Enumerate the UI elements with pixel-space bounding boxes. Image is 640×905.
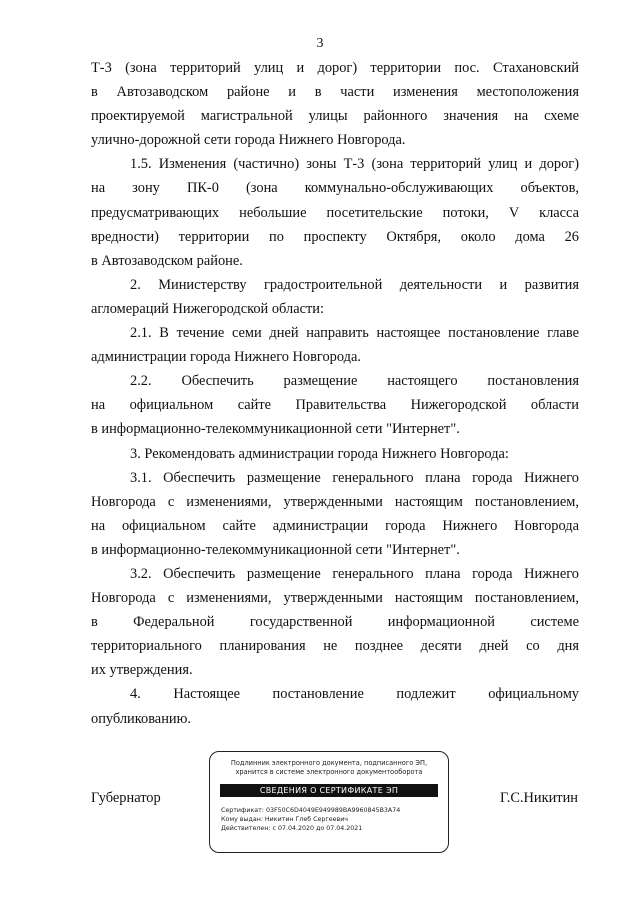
stamp-note xyxy=(210,759,448,777)
text-line: 3. Рекомендовать администрации города Нижнего Новгорода: xyxy=(130,445,509,462)
text-line: Новгорода с изменениями, утвержденными настоящим постановлением, xyxy=(91,493,579,510)
text-line: 2.2. Обеспечить размещение настоящего постановления xyxy=(130,373,579,390)
text-line: в информационно-телекоммуникационной сети "Интернет". xyxy=(91,421,460,438)
stamp-header: СВЕДЕНИЯ О СЕРТИФИКАТЕ ЭП xyxy=(220,784,438,797)
text-line: в Автозаводском районе и в части изменения местоположения xyxy=(91,84,579,101)
text-line: опубликованию. xyxy=(91,710,191,727)
text-line: агломераций Нижегородской области: xyxy=(91,300,324,317)
text-line: 1.5. Изменения (частично) зоны Т-3 (зона территорий улиц и дорог) xyxy=(130,156,579,173)
page-number: 3 xyxy=(316,36,324,51)
stamp-issued-to: Кому выдан: Никитин Глеб Сергеевич xyxy=(221,816,349,823)
stamp-note-line: хранится в системе электронного документооборота xyxy=(235,768,423,776)
signer-position: Губернатор xyxy=(91,790,161,806)
text-line: улично-дорожной сети города Нижнего Новгорода. xyxy=(91,132,406,149)
stamp-certificate: Сертификат: 03F50C6D4049E949989BA9960845B3A74 xyxy=(221,807,401,814)
text-line: 4. Настоящее постановление подлежит официальному xyxy=(130,686,579,703)
text-line: 2. Министерству градостроительной деятельности и развития xyxy=(130,276,579,293)
text-line: проектируемой магистральной улицы районного значения на схеме xyxy=(91,108,579,125)
text-line: вредности) территории по проспекту Октября, около дома 26 xyxy=(91,228,579,245)
stamp-details xyxy=(221,806,400,833)
digital-signature-stamp xyxy=(209,751,449,853)
text-line: администрации города Нижнего Новгорода. xyxy=(91,349,361,366)
stamp-note-line: Подлинник электронного документа, подписанного ЭП, xyxy=(230,759,428,767)
signer-name: Г.С.Никитин xyxy=(500,790,578,806)
text-line: Новгорода с изменениями, утвержденными настоящим постановлением, xyxy=(91,590,579,607)
text-line: на зону ПК-0 (зона коммунально-обслуживающих объектов, xyxy=(91,180,579,197)
text-line: в Федеральной государственной информационной системе xyxy=(91,614,579,631)
text-line: Т-3 (зона территорий улиц и дорог) территории пос. Стахановский xyxy=(91,60,579,76)
text-line: в Автозаводском районе. xyxy=(91,252,243,269)
text-line: 3.2. Обеспечить размещение генерального плана города Нижнего xyxy=(130,565,579,582)
text-line: предусматривающих небольшие посетительские потоки, V класса xyxy=(91,204,579,221)
document-body xyxy=(91,56,579,731)
text-line: 2.1. В течение семи дней направить настоящее постановление главе xyxy=(130,325,579,342)
text-line: на официальном сайте Правительства Нижегородской области xyxy=(91,397,579,414)
text-line: территориального планирования не позднее десяти дней со дня xyxy=(91,638,579,655)
text-line: 3.1. Обеспечить размещение генерального плана города Нижнего xyxy=(130,469,579,486)
stamp-validity: Действителен: с 07.04.2020 до 07.04.2021 xyxy=(221,825,363,832)
text-line: их утверждения. xyxy=(91,662,193,679)
text-line: в информационно-телекоммуникационной сети "Интернет". xyxy=(91,541,460,558)
text-line: на официальном сайте администрации города Нижнего Новгорода xyxy=(91,517,579,534)
